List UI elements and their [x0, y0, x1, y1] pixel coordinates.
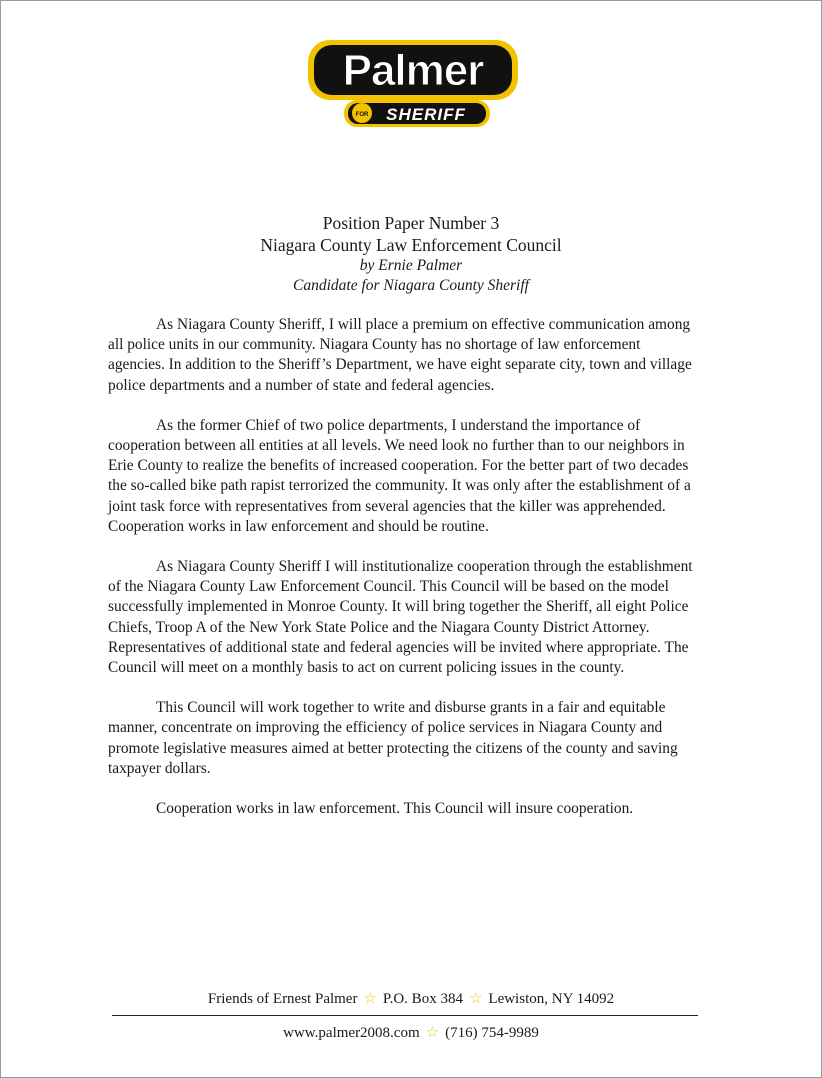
- title-block: [0, 212, 822, 296]
- logo-prefix-text: FOR: [355, 112, 369, 118]
- byline: by Ernie Palmer: [359, 257, 463, 274]
- footer-org: Friends of Ernest Palmer: [207, 991, 358, 1007]
- palmer-for-sheriff-logo: [306, 38, 520, 130]
- body-text: [108, 315, 700, 839]
- footer-phone: (716) 754-9989: [445, 1025, 539, 1041]
- star-icon: ☆: [425, 1025, 440, 1041]
- paragraph: As Niagara County Sheriff I will institutionalize cooperation through the establishment of the Niagara County Law Enforcement Council. This Council will be based on the model successfully implemented in Monroe County. It will bring together the Sheriff, all eight Police Chiefs, Troop A of the New York State Police and the Niagara County District Attorney. Representatives of additional state and federal agencies will be invited where appropriate. The Council will meet on a monthly basis to act on current policing issues in the county.: [108, 558, 693, 677]
- paper-title-heading: Niagara County Law Enforcement Council: [260, 235, 562, 255]
- candidate-role: Candidate for Niagara County Sheriff: [293, 277, 529, 294]
- paragraph: Cooperation works in law enforcement. This Council will insure cooperation.: [156, 800, 634, 818]
- paper-number-heading: Position Paper Number 3: [322, 213, 500, 233]
- star-icon: ☆: [363, 991, 377, 1007]
- footer-website[interactable]: www.palmer2008.com: [283, 1025, 420, 1041]
- footer-divider: [112, 1015, 698, 1016]
- paragraph: As the former Chief of two police departments, I understand the importance of cooperation between all entities at all levels. We need look no further than to our neighbors in Erie County to realize the benefits of increased cooperation. For the better part of two decades the so-called bike path rapist terrorized the community. It was only after the establishment of a joint task force with representatives from several agencies that the killer was apprehended. Cooperation works in law enforcement and should be routine.: [108, 416, 691, 535]
- paragraph: As Niagara County Sheriff, I will place a premium on effective communication among all police units in our community. Niagara County has no shortage of law enforcement agencies. In addition to the Sheriff’s Department, we have eight separate city, town and village police departments and a number of state and federal agencies.: [108, 316, 692, 394]
- logo-name-text: Palmer: [342, 46, 484, 95]
- star-icon: ☆: [468, 991, 483, 1007]
- logo-office-text: SHERIFF: [386, 105, 466, 124]
- footer-city: Lewiston, NY 14092: [488, 991, 615, 1007]
- footer-address: [0, 989, 822, 1008]
- footer-po-box: P.O. Box 384: [382, 991, 463, 1007]
- footer-contact: [0, 1023, 822, 1042]
- paragraph: This Council will work together to write and disburse grants in a fair and equitable manner, concentrate on improving the efficiency of police services in Niagara County and promote legislative measures aimed at better protecting the citizens of the county and saving taxpayer dollars.: [108, 699, 678, 777]
